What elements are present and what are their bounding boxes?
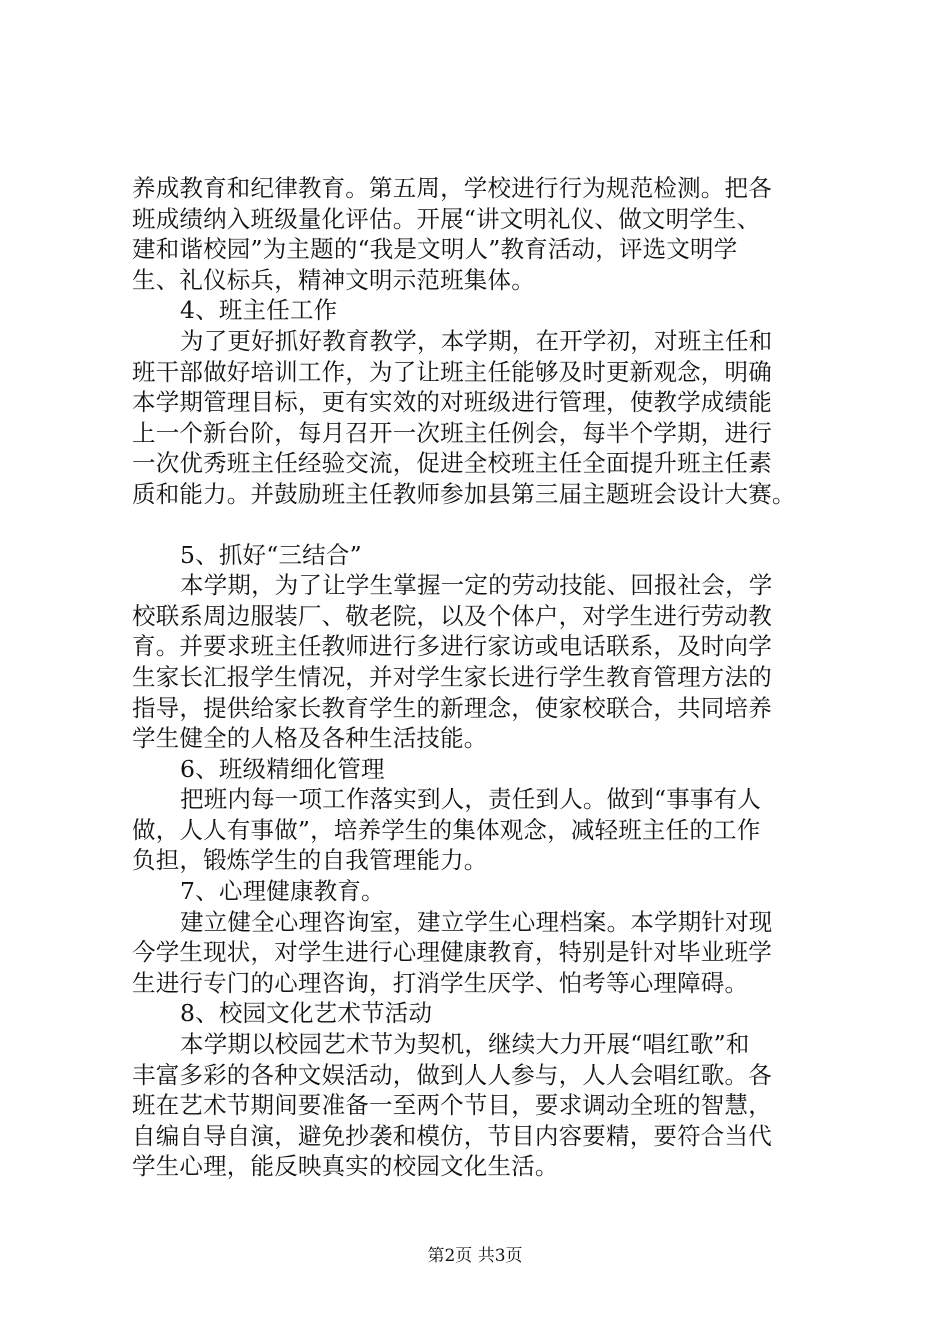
section-heading: 6、班级精细化管理 xyxy=(180,754,385,783)
section-class-fine-management xyxy=(132,754,852,876)
text-line: 建和谐校园”为主题的“我是文明人”教育活动，评选文明学 xyxy=(132,235,738,264)
text-line: 学生健全的人格及各种生活技能。 xyxy=(132,724,488,753)
text-line: 校联系周边服装厂、敬老院，以及个体户，对学生进行劳动教 xyxy=(132,601,772,630)
section-heading: 4、班主任工作 xyxy=(180,296,338,325)
page-number-footer: 第2页 共3页 xyxy=(427,1246,523,1266)
text-line: 生、礼仪标兵，精神文明示范班集体。 xyxy=(132,265,535,294)
text-line: 班成绩纳入班级量化评估。开展“讲文明礼仪、做文明学生、 xyxy=(132,204,761,233)
text-line: 生进行专门的心理咨询，打消学生厌学、怕考等心理障碍。 xyxy=(132,968,749,997)
text-line: 养成教育和纪律教育。第五周，学校进行行为规范检测。把各 xyxy=(132,174,772,202)
paragraph-gap xyxy=(132,510,852,540)
text-line: 本学期，为了让学生掌握一定的劳动技能、回报社会，学 xyxy=(180,571,773,600)
text-line: 把班内每一项工作落实到人，责任到人。做到“事事有人 xyxy=(180,785,762,814)
text-line: 生家长汇报学生情况，并对学生家长进行学生教育管理方法的 xyxy=(132,662,772,691)
text-line: 指导，提供给家长教育学生的新理念，使家校联合，共同培养 xyxy=(132,693,772,722)
text-line: 学生心理，能反映真实的校园文化生活。 xyxy=(132,1152,559,1181)
text-line: 本学期以校园艺术节为契机，继续大力开展“唱红歌”和 xyxy=(180,1030,750,1059)
text-line: 做，人人有事做”，培养学生的集体观念，减轻班主任的工作 xyxy=(132,815,761,844)
text-line: 本学期管理目标，更有实效的对班级进行管理，使教学成绩能 xyxy=(132,388,772,417)
section-heading: 7、心理健康教育。 xyxy=(180,877,385,906)
text-line: 上一个新台阶，每月召开一次班主任例会，每半个学期，进行 xyxy=(132,418,772,447)
text-line: 丰富多彩的各种文娱活动，做到人人参与，人人会唱红歌。各 xyxy=(132,1060,772,1089)
section-three-combination xyxy=(132,540,852,754)
section-class-teacher-work xyxy=(132,295,852,509)
text-line: 质和能力。并鼓励班主任教师参加县第三届主题班会设计大赛。 xyxy=(132,479,796,508)
text-line: 建立健全心理咨询室，建立学生心理档案。本学期针对现 xyxy=(180,907,773,936)
text-line: 今学生现状，对学生进行心理健康教育，特别是针对毕业班学 xyxy=(132,938,772,967)
section-heading: 8、校园文化艺术节活动 xyxy=(180,999,433,1028)
text-line: 负担，锻炼学生的自我管理能力。 xyxy=(132,846,488,875)
intro-paragraph xyxy=(132,173,852,295)
document-body xyxy=(132,173,852,1182)
text-line: 班在艺术节期间要准备一至两个节目，要求调动全班的智慧， xyxy=(132,1091,772,1120)
text-line: 一次优秀班主任经验交流，促进全校班主任全面提升班主任素 xyxy=(132,449,772,478)
text-line: 育。并要求班主任教师进行多进行家访或电话联系，及时向学 xyxy=(132,632,772,661)
text-line: 自编自导自演，避免抄袭和模仿，节目内容要精，要符合当代 xyxy=(132,1121,772,1150)
section-heading: 5、抓好“三结合” xyxy=(180,540,362,569)
text-line: 为了更好抓好教育教学，本学期，在开学初，对班主任和 xyxy=(180,326,773,355)
section-arts-festival xyxy=(132,998,852,1182)
text-line: 班干部做好培训工作，为了让班主任能够及时更新观念，明确 xyxy=(132,357,772,386)
section-mental-health xyxy=(132,876,852,998)
